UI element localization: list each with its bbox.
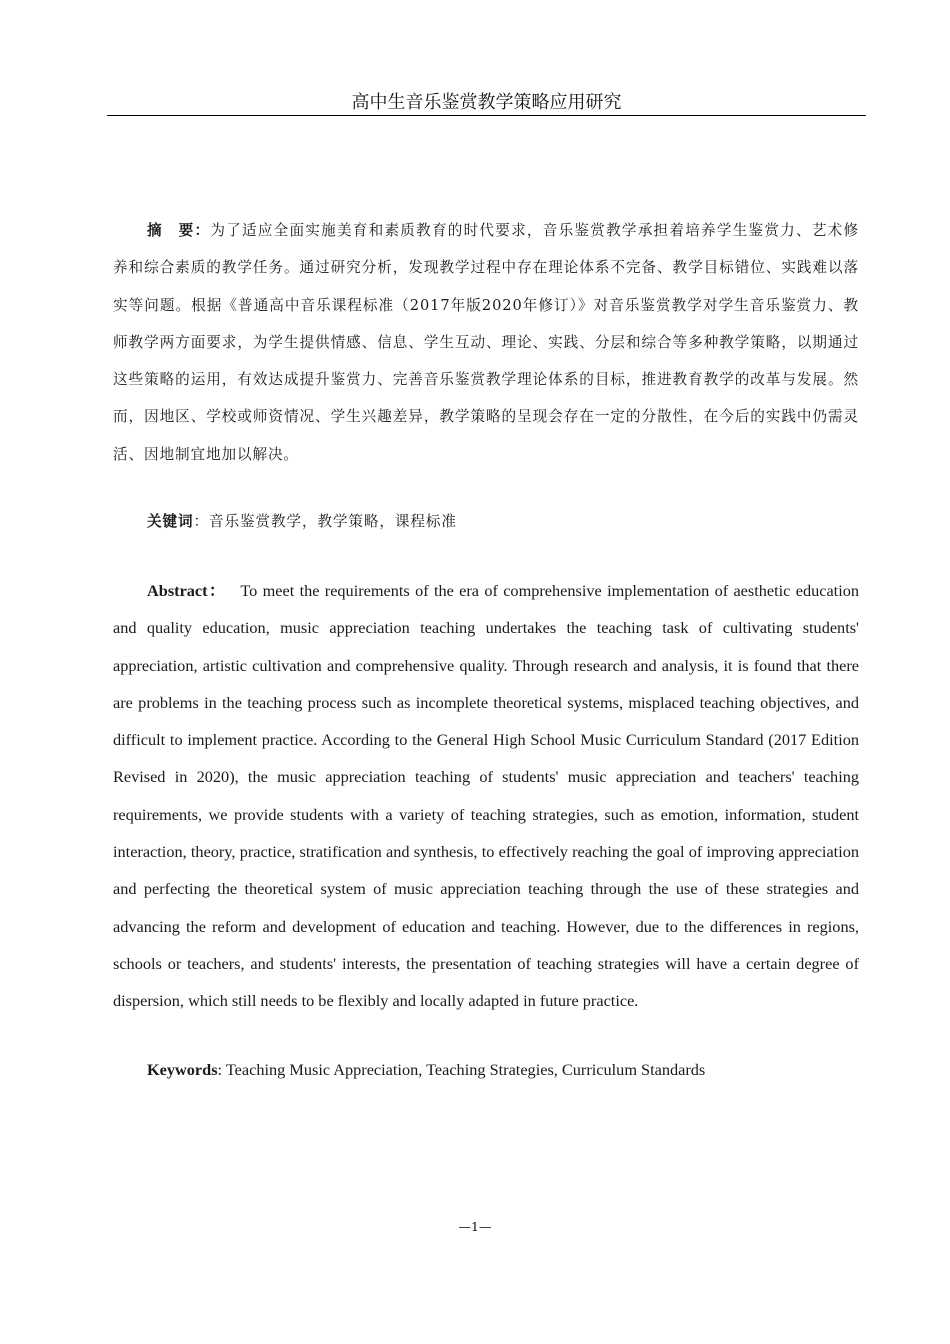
english-keywords-text: Teaching Music Appreciation, Teaching Strategies, Curriculum Standards bbox=[225, 1060, 706, 1079]
english-keywords-separator: : bbox=[217, 1060, 226, 1079]
english-abstract bbox=[113, 572, 859, 1020]
english-abstract-text: To meet the requirements of the era of comprehensive implementation of aesthetic education and quality education, music appreciation teaching undertakes the teaching task of cultivating students' appreciation, artistic cultivation and comprehensive quality. Through research and analysis, it is found that there are problems in the teaching process such as incomplete theoretical systems, misplaced teaching objectives, and difficult to implement practice. According to the General High School Music Curriculum Standard (2017 Edition Revised in 2020), the music appreciation teaching of students' music appreciation and teachers' teaching requirements, we provide students with a variety of teaching strategies, such as emotion, information, student interaction, theory, practice, stratification and synthesis, to effectively reaching the goal of improving appreciation and perfecting the theoretical system of music appreciation teaching through the use of these strategies and advancing the reform and development of education and teaching. However, due to the differences in regions, schools or teachers, and students' interests, the presentation of teaching strategies will have a certain degree of dispersion, which still needs to be flexibly and locally adapted in future practice. bbox=[113, 581, 860, 1011]
english-abstract-label: Abstract： bbox=[147, 581, 227, 600]
chinese-abstract bbox=[113, 212, 859, 473]
chinese-abstract-text: 为了适应全面实施美育和素质教育的时代要求，音乐鉴赏教学承担着培养学生鉴赏力、艺术修养和综合素质的教学任务。通过研究分析，发现教学过程中存在理论体系不完备、教学目标错位、实践难以落实等问题。根据《普通高中音乐课程标准（2017年版2020年修订）》对音乐鉴赏教学对学生音乐鉴赏力、教师教学两方面要求，为学生提供情感、信息、学生互动、理论、实践、分层和综合等多种教学策略，以期通过这些策略的运用，有效达成提升鉴赏力、完善音乐鉴赏教学理论体系的目标，推进教育教学的改革与发展。然而，因地区、学校或师资情况、学生兴趣差异，教学策略的呈现会存在一定的分散性，在今后的实践中仍需灵活、因地制宜地加以解决。 bbox=[113, 222, 859, 463]
chinese-keywords bbox=[113, 503, 859, 540]
page-number: —1— bbox=[458, 1219, 492, 1234]
chinese-keywords-text: 音乐鉴赏教学，教学策略，课程标准 bbox=[208, 513, 457, 530]
chinese-keywords-label: 关键词 bbox=[147, 513, 194, 530]
english-keywords-label: Keywords bbox=[147, 1060, 218, 1079]
chinese-abstract-label: 摘 要： bbox=[147, 222, 211, 239]
running-header-title: 高中生音乐鉴赏教学策略应用研究 bbox=[107, 91, 866, 116]
chinese-keywords-separator: ： bbox=[193, 513, 209, 530]
english-keywords bbox=[113, 1051, 859, 1088]
